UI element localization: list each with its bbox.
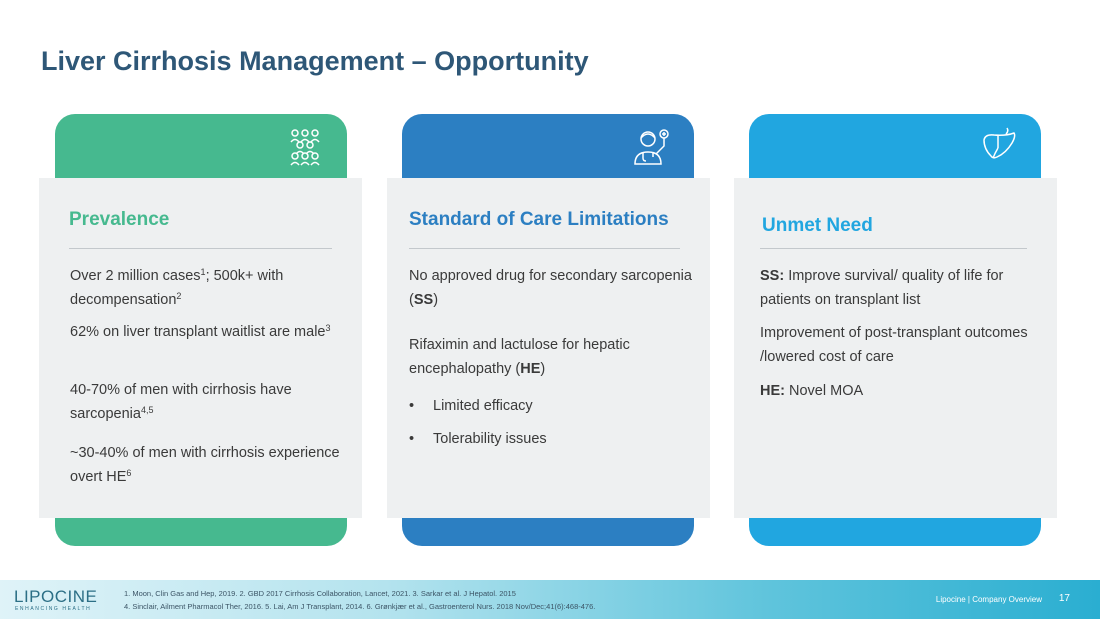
heading-divider	[760, 248, 1027, 249]
list-item: HE: Novel MOA	[760, 383, 864, 399]
page-number: 17	[1058, 593, 1070, 604]
list-item: 62% on liver transplant waitlist are male$^3$	[70, 323, 331, 340]
unmet-need-card	[734, 178, 1057, 518]
list-item: Rifaximin and lactulose for hepatic encephalopathy (HE)	[409, 337, 630, 377]
list-item: ~30-40% of men with cirrhosis experience overt $HE^6$	[70, 445, 340, 485]
unmet-need-heading: Unmet Need	[762, 215, 873, 236]
reference-line: 4. Sinclair, Ailment Pharmacol Ther, 2016. 5. Lai, Am J Transplant, 2014. 6. Grønkjær et al., Gastroenterol Nurs. 2018 Nov/Dec;41(6):468-476.	[124, 602, 596, 611]
heading-divider	[409, 248, 680, 249]
slide-title: Liver Cirrhosis Management – Opportunity	[41, 46, 589, 76]
list-item: Over 2 million cases$^1$; 500k+ with decompensation$^2$	[70, 267, 284, 308]
list-item: SS: Improve survival/ quality of life for patients on transplant list	[760, 268, 1004, 308]
bullet-item: • Tolerability issues	[409, 431, 547, 447]
footer-bar	[0, 580, 1100, 619]
list-item: Improvement of post-transplant outcomes /lowered cost of care	[760, 325, 1028, 365]
heading-divider	[69, 248, 332, 249]
company-overview-label: Lipocine | Company Overview	[935, 595, 1042, 604]
liver-icon	[979, 126, 1019, 166]
prevalence-heading: Prevalence	[69, 209, 170, 230]
company-logo: LIPOCINE ENHANCING HEALTH	[14, 587, 98, 612]
standard-of-care-card	[387, 178, 710, 518]
people-group-icon	[285, 126, 325, 166]
list-item: 40-70% of men with cirrhosis have sarcopenia$^{4,5}$	[70, 382, 292, 422]
standard-of-care-heading: Standard of Care Limitations	[409, 209, 669, 230]
reference-line: 1. Moon, Clin Gas and Hep, 2019. 2. GBD 2017 Cirrhosis Collaboration, Lancet, 2021. 3. Sarkar et al. J Hepatol. 2015	[124, 589, 516, 598]
bullet-item: • Limited efficacy	[409, 398, 533, 414]
prevalence-card	[39, 178, 362, 518]
list-item: No approved drug for secondary sarcopenia (SS)	[409, 268, 692, 308]
doctor-icon	[632, 126, 672, 166]
